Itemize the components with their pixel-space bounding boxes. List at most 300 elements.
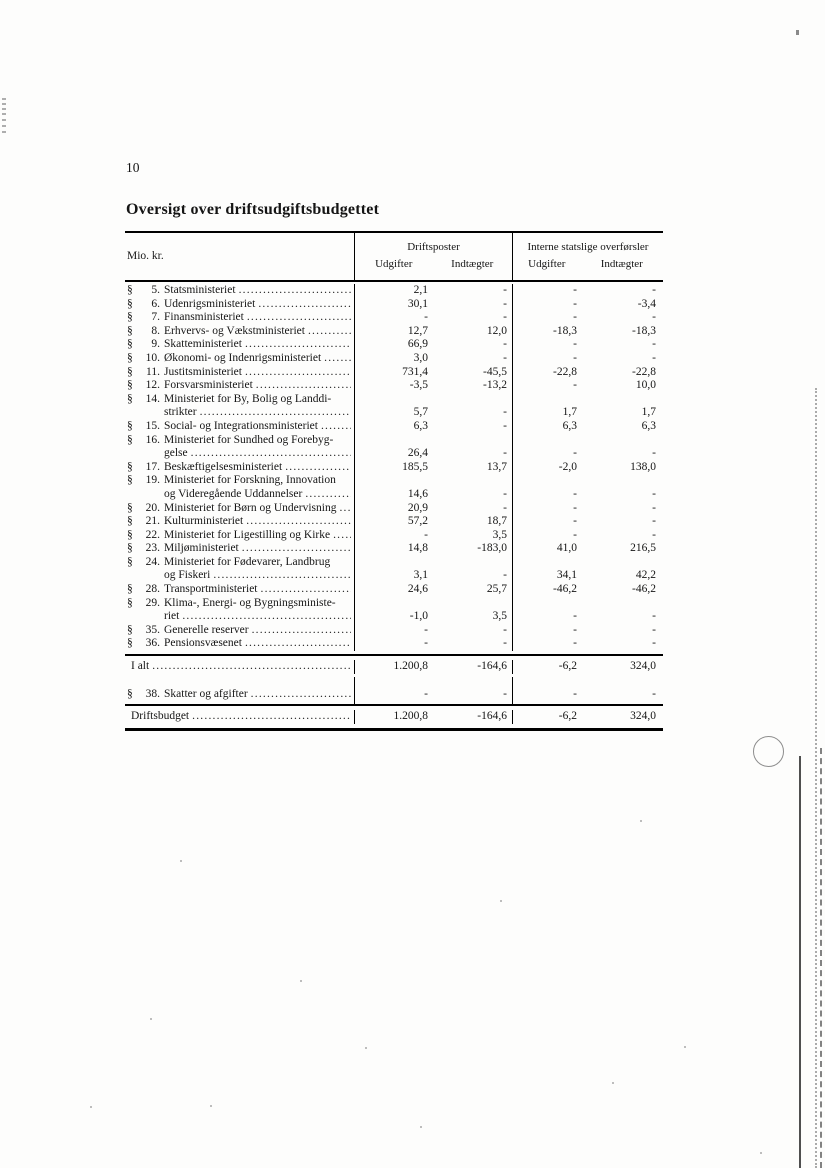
label-line bbox=[127, 515, 351, 529]
cell-value: 3,5 bbox=[492, 610, 507, 623]
label-line bbox=[127, 688, 351, 702]
dot-leader bbox=[191, 447, 351, 461]
cell-value: - bbox=[512, 379, 580, 393]
dot-leader bbox=[251, 688, 351, 702]
label-line-continued bbox=[127, 488, 351, 502]
cell-value: - bbox=[354, 311, 432, 325]
section-number: 5. bbox=[151, 284, 160, 296]
section-sign: § bbox=[127, 474, 133, 487]
table-row bbox=[125, 338, 663, 352]
section-number: 36. bbox=[145, 637, 160, 650]
scan-speck bbox=[150, 1018, 152, 1020]
page-title: Oversigt over driftsudgiftsbudgettet bbox=[126, 201, 380, 218]
scan-dash bbox=[2, 98, 6, 100]
total-row-i-alt bbox=[125, 656, 663, 677]
section-sign: § bbox=[127, 284, 133, 296]
cell-value: - bbox=[503, 637, 507, 650]
row-label: riet bbox=[164, 610, 180, 623]
cell-value: -45,5 bbox=[483, 365, 507, 378]
row-label: Økonomi- og Indenrigsministeriet bbox=[164, 351, 322, 364]
section-sign: § bbox=[127, 542, 133, 555]
section-number: 35. bbox=[145, 623, 160, 636]
row-label: strikter bbox=[164, 406, 197, 419]
paragraph-prefix bbox=[127, 379, 160, 393]
label-line bbox=[127, 325, 351, 339]
dot-leader bbox=[245, 637, 351, 651]
scan-dash bbox=[2, 131, 6, 133]
cell-label bbox=[125, 338, 354, 352]
cell-value: -46,2 bbox=[632, 583, 656, 596]
scan-speck bbox=[180, 860, 182, 862]
scan-edge-dotted-line bbox=[815, 388, 817, 1168]
label-line bbox=[127, 461, 351, 475]
paragraph-prefix bbox=[127, 434, 160, 448]
scan-speck bbox=[210, 1105, 212, 1107]
column-group-label: Driftsposter bbox=[407, 241, 460, 253]
label-line-continued bbox=[127, 406, 351, 420]
cell-value bbox=[432, 677, 512, 688]
cell-value bbox=[512, 701, 580, 704]
paragraph-prefix bbox=[127, 338, 160, 352]
scan-dash bbox=[2, 113, 6, 115]
section-sign: § bbox=[127, 311, 133, 324]
dot-leader bbox=[339, 502, 351, 516]
cell-value: - bbox=[652, 515, 656, 528]
row-label: I alt bbox=[131, 660, 150, 673]
cell-value: 2,1 bbox=[354, 284, 432, 298]
cell-value: -3,4 bbox=[637, 297, 656, 310]
cell-value: -1,0 bbox=[354, 597, 432, 624]
cell-label bbox=[125, 624, 354, 638]
table-row bbox=[125, 583, 663, 597]
dot-leader bbox=[152, 660, 351, 674]
cell-value: -13,2 bbox=[483, 379, 507, 392]
section-sign: § bbox=[127, 515, 133, 528]
label-line bbox=[127, 660, 351, 674]
section-number: 29. bbox=[145, 596, 160, 609]
section-sign: § bbox=[127, 637, 133, 650]
paragraph-prefix bbox=[127, 366, 160, 380]
table-row bbox=[125, 461, 663, 475]
cell-value: - bbox=[512, 338, 580, 352]
section-number: 17. bbox=[145, 460, 160, 473]
paragraph-prefix bbox=[127, 624, 160, 638]
cell-value: 5,7 bbox=[354, 393, 432, 420]
label-line bbox=[127, 710, 351, 724]
paragraph-prefix bbox=[127, 688, 160, 702]
row-label: Udenrigsministeriet bbox=[164, 297, 256, 310]
row-label: Statsministeriet bbox=[164, 284, 236, 296]
cell-value: 6,3 bbox=[354, 420, 432, 434]
cell-value: - bbox=[652, 351, 656, 364]
paragraph-prefix bbox=[127, 515, 160, 529]
section-sign: § bbox=[127, 365, 133, 378]
column-header-indtaegter: Indtægter bbox=[600, 257, 643, 270]
section-number: 20. bbox=[145, 501, 160, 514]
cell-value: -46,2 bbox=[512, 583, 580, 597]
column-header-indtaegter: Indtægter bbox=[451, 257, 494, 270]
table-row bbox=[125, 434, 663, 461]
column-group-label: Interne statslige overførsler bbox=[527, 241, 649, 253]
row-label: Ministeriet for Sundhed og Forebyg- bbox=[164, 433, 334, 446]
cell-value: - bbox=[652, 528, 656, 541]
cell-value: - bbox=[512, 502, 580, 516]
cell-value: 216,5 bbox=[630, 542, 656, 555]
dot-leader bbox=[182, 610, 351, 624]
label-line bbox=[127, 393, 351, 407]
dot-leader bbox=[305, 488, 351, 502]
section-sign: § bbox=[127, 433, 133, 446]
cell-value: - bbox=[652, 501, 656, 514]
table-row bbox=[125, 515, 663, 529]
cell-value: - bbox=[503, 351, 507, 364]
total-row-driftsbudget bbox=[125, 706, 663, 728]
dot-leader bbox=[247, 311, 351, 325]
cell-label bbox=[125, 366, 354, 380]
cell-value: - bbox=[652, 637, 656, 650]
row-label: Social- og Integrationsministeriet bbox=[164, 419, 318, 432]
cell-label bbox=[125, 688, 354, 702]
row-label: Forsvarsministeriet bbox=[164, 379, 253, 392]
paragraph-prefix bbox=[127, 529, 160, 543]
label-line bbox=[127, 366, 351, 380]
scan-dash bbox=[2, 119, 6, 121]
section-sign: § bbox=[127, 596, 133, 609]
dot-leader bbox=[239, 284, 351, 298]
cell-value: - bbox=[503, 687, 507, 700]
label-line bbox=[127, 637, 351, 651]
cell-label bbox=[125, 284, 354, 298]
row-label: Beskæftigelsesministeriet bbox=[164, 460, 283, 473]
cell-value: - bbox=[503, 284, 507, 296]
table-row bbox=[125, 637, 663, 651]
paragraph-prefix bbox=[127, 502, 160, 516]
section-sign: § bbox=[127, 501, 133, 514]
cell-value: 3,1 bbox=[354, 556, 432, 583]
paragraph-prefix bbox=[127, 352, 160, 366]
cell-label bbox=[125, 529, 354, 543]
label-line-continued bbox=[127, 447, 351, 461]
scan-speck bbox=[640, 820, 642, 822]
scan-speck bbox=[365, 1047, 367, 1049]
cell-label bbox=[125, 710, 354, 724]
scan-speck bbox=[612, 1082, 614, 1084]
table-row bbox=[125, 393, 663, 420]
cell-value: 6,3 bbox=[512, 420, 580, 434]
table-totals bbox=[125, 656, 663, 731]
label-line bbox=[127, 420, 351, 434]
dot-leader bbox=[245, 366, 351, 380]
section-number: 38. bbox=[145, 687, 160, 700]
section-sign: § bbox=[127, 528, 133, 541]
cell-value: -18,3 bbox=[512, 325, 580, 339]
row-label: Ministeriet for Ligestilling og Kirke bbox=[164, 528, 331, 541]
row-label: gelse bbox=[164, 447, 188, 460]
cell-value: 731,4 bbox=[354, 366, 432, 380]
cell-value: - bbox=[652, 447, 656, 460]
cell-value: 42,2 bbox=[635, 569, 656, 582]
cell-value: 12,0 bbox=[486, 324, 507, 337]
cell-value: - bbox=[512, 637, 580, 651]
column-group-driftsposter bbox=[354, 233, 512, 280]
cell-value: 138,0 bbox=[630, 460, 656, 473]
dot-leader bbox=[192, 710, 351, 724]
label-line bbox=[127, 298, 351, 312]
table-row bbox=[125, 298, 663, 312]
cell-value: 14,8 bbox=[354, 542, 432, 556]
cell-label bbox=[125, 393, 354, 420]
paragraph-prefix bbox=[127, 461, 160, 475]
dot-leader bbox=[333, 529, 351, 543]
cell-value: 185,5 bbox=[354, 461, 432, 475]
cell-value: - bbox=[652, 284, 656, 296]
cell-value bbox=[432, 701, 512, 704]
section-number: 19. bbox=[145, 474, 160, 487]
cell-value: 10,0 bbox=[635, 379, 656, 392]
cell-label bbox=[125, 502, 354, 516]
driftsbudget-section bbox=[125, 704, 663, 728]
table-row bbox=[125, 420, 663, 434]
paragraph-prefix bbox=[127, 597, 160, 611]
cell-label bbox=[125, 420, 354, 434]
cell-value: 3,0 bbox=[354, 352, 432, 366]
cell-value: 41,0 bbox=[512, 542, 580, 556]
cell-value: 3,5 bbox=[492, 528, 507, 541]
paragraph-prefix bbox=[127, 474, 160, 488]
cell-label bbox=[125, 474, 354, 501]
cell-label bbox=[125, 701, 354, 704]
section-number: 28. bbox=[145, 583, 160, 596]
cell-label bbox=[125, 542, 354, 556]
row-label: Skatter og afgifter bbox=[164, 687, 248, 700]
cell-label bbox=[125, 660, 354, 674]
section-sign: § bbox=[127, 623, 133, 636]
row-label: Driftsbudget bbox=[131, 710, 190, 723]
cell-value: - bbox=[652, 623, 656, 636]
cell-value: 57,2 bbox=[354, 515, 432, 529]
row-label: Justitsministeriet bbox=[164, 365, 242, 378]
section-sign: § bbox=[127, 379, 133, 392]
cell-value: - bbox=[503, 447, 507, 460]
cell-label bbox=[125, 556, 354, 583]
dot-leader bbox=[261, 583, 352, 597]
scan-speck bbox=[300, 980, 302, 982]
paragraph-prefix bbox=[127, 311, 160, 325]
cell-value: -164,6 bbox=[477, 660, 507, 673]
cell-value: - bbox=[354, 688, 432, 702]
row-label: og Videregående Uddannelser bbox=[164, 487, 303, 500]
section-number: 15. bbox=[145, 419, 160, 432]
cell-value: -164,6 bbox=[477, 710, 507, 723]
row-label: Klima-, Energi- og Bygningsministe- bbox=[164, 596, 336, 609]
table-row bbox=[125, 366, 663, 380]
section-sign: § bbox=[127, 392, 133, 405]
dot-leader bbox=[258, 298, 351, 312]
section-number: 16. bbox=[145, 433, 160, 446]
subheader-row bbox=[355, 258, 512, 272]
cell-value: - bbox=[354, 624, 432, 638]
label-line bbox=[127, 311, 351, 325]
cell-label bbox=[125, 597, 354, 624]
table-row bbox=[125, 542, 663, 556]
label-line bbox=[127, 597, 351, 611]
scan-dash bbox=[2, 108, 6, 110]
cell-value: 20,9 bbox=[354, 502, 432, 516]
paragraph-prefix bbox=[127, 325, 160, 339]
cell-label bbox=[125, 352, 354, 366]
cell-value: - bbox=[512, 624, 580, 638]
cell-label bbox=[125, 311, 354, 325]
row-label: Skatteministeriet bbox=[164, 338, 242, 351]
cell-value: - bbox=[512, 352, 580, 366]
cell-value: - bbox=[512, 474, 580, 501]
section-sign: § bbox=[127, 419, 133, 432]
table-row-skatter bbox=[125, 688, 663, 702]
cell-value bbox=[354, 701, 432, 704]
dot-leader bbox=[252, 624, 351, 638]
section-sign: § bbox=[127, 460, 133, 473]
row-label: Erhvervs- og Vækstministeriet bbox=[164, 324, 305, 337]
section-sign: § bbox=[127, 351, 133, 364]
label-line bbox=[127, 542, 351, 556]
cell-value: - bbox=[503, 406, 507, 419]
cell-value: 324,0 bbox=[630, 710, 656, 723]
cell-value: - bbox=[503, 338, 507, 351]
cell-value: 34,1 bbox=[512, 556, 580, 583]
cell-value: - bbox=[652, 311, 656, 324]
label-line bbox=[127, 352, 351, 366]
cell-value: 12,7 bbox=[354, 325, 432, 339]
section-number: 21. bbox=[145, 515, 160, 528]
column-header-udgifter: Udgifter bbox=[528, 257, 566, 270]
subheader-row bbox=[513, 258, 663, 272]
table-header bbox=[125, 231, 663, 282]
row-label: Miljøministeriet bbox=[164, 542, 239, 555]
cell-value: - bbox=[652, 338, 656, 351]
section-sign: § bbox=[127, 297, 133, 310]
cell-value: - bbox=[512, 597, 580, 624]
dot-leader bbox=[285, 461, 351, 475]
cell-value: 1,7 bbox=[641, 406, 656, 419]
cell-value: -18,3 bbox=[632, 324, 656, 337]
cell-value: 30,1 bbox=[354, 298, 432, 312]
spacer-row bbox=[125, 701, 663, 704]
cell-value: -6,2 bbox=[512, 660, 580, 674]
scan-dash bbox=[2, 125, 6, 127]
dot-leader bbox=[308, 325, 351, 339]
table-row bbox=[125, 502, 663, 516]
cell-value: 25,7 bbox=[486, 583, 507, 596]
cell-value: - bbox=[503, 419, 507, 432]
row-label: Ministeriet for Fødevarer, Landbrug bbox=[164, 555, 331, 568]
table-row bbox=[125, 624, 663, 638]
label-line bbox=[127, 434, 351, 448]
section-number: 12. bbox=[145, 379, 160, 392]
dot-leader bbox=[321, 420, 351, 434]
cell-value: - bbox=[512, 284, 580, 298]
cell-value bbox=[580, 677, 663, 688]
table-row bbox=[125, 597, 663, 624]
paragraph-prefix bbox=[127, 393, 160, 407]
cell-value: 1.200,8 bbox=[354, 660, 432, 674]
cell-label bbox=[125, 677, 354, 688]
cell-label bbox=[125, 583, 354, 597]
cell-value: - bbox=[354, 529, 432, 543]
row-label: og Fiskeri bbox=[164, 569, 211, 582]
dot-leader bbox=[213, 569, 351, 583]
scan-speck bbox=[796, 30, 799, 35]
column-header-udgifter: Udgifter bbox=[375, 257, 413, 270]
cell-value: - bbox=[354, 637, 432, 651]
cell-value: - bbox=[512, 529, 580, 543]
table-row bbox=[125, 556, 663, 583]
dot-leader bbox=[242, 542, 351, 556]
label-line bbox=[127, 624, 351, 638]
table-row bbox=[125, 529, 663, 543]
cell-value: - bbox=[503, 569, 507, 582]
cell-value: 13,7 bbox=[486, 460, 507, 473]
table-row bbox=[125, 352, 663, 366]
cell-value: - bbox=[503, 487, 507, 500]
paragraph-prefix bbox=[127, 637, 160, 651]
cell-value: - bbox=[652, 487, 656, 500]
cell-value: -22,8 bbox=[512, 366, 580, 380]
table-row bbox=[125, 474, 663, 501]
section-number: 10. bbox=[145, 351, 160, 364]
cell-value: -3,5 bbox=[354, 379, 432, 393]
cell-value: -2,0 bbox=[512, 461, 580, 475]
cell-value: 24,6 bbox=[354, 583, 432, 597]
row-label: Transportministeriet bbox=[164, 583, 258, 596]
cell-value: 1,7 bbox=[512, 393, 580, 420]
table-row bbox=[125, 311, 663, 325]
unit-label: Mio. kr. bbox=[127, 249, 164, 262]
cell-value: - bbox=[652, 610, 656, 623]
label-line bbox=[127, 284, 351, 298]
paragraph-prefix bbox=[127, 542, 160, 556]
label-line bbox=[127, 379, 351, 393]
label-line-continued bbox=[127, 569, 351, 583]
scan-speck bbox=[90, 1106, 92, 1108]
cell-value: -6,2 bbox=[512, 710, 580, 724]
cell-value: -183,0 bbox=[477, 542, 507, 555]
row-label: Generelle reserver bbox=[164, 623, 249, 636]
cell-value: - bbox=[512, 688, 580, 702]
table-row bbox=[125, 379, 663, 393]
section-sign: § bbox=[127, 324, 133, 337]
paragraph-prefix bbox=[127, 556, 160, 570]
label-line bbox=[127, 338, 351, 352]
cell-value: 6,3 bbox=[641, 419, 656, 432]
label-line bbox=[127, 529, 351, 543]
cell-value: - bbox=[512, 515, 580, 529]
section-sign: § bbox=[127, 583, 133, 596]
scan-speck bbox=[760, 1152, 762, 1154]
cell-value: 66,9 bbox=[354, 338, 432, 352]
cell-value: - bbox=[512, 434, 580, 461]
column-group-interne-overfoersler bbox=[512, 233, 663, 280]
section-number: 22. bbox=[145, 528, 160, 541]
cell-value: - bbox=[652, 687, 656, 700]
paragraph-prefix bbox=[127, 583, 160, 597]
scan-dash bbox=[2, 103, 6, 105]
section-number: 7. bbox=[151, 311, 160, 324]
cell-value: - bbox=[503, 623, 507, 636]
label-line bbox=[127, 556, 351, 570]
row-label: Ministeriet for Forskning, Innovation bbox=[164, 474, 336, 487]
cell-label bbox=[125, 325, 354, 339]
cell-value: 14,6 bbox=[354, 474, 432, 501]
